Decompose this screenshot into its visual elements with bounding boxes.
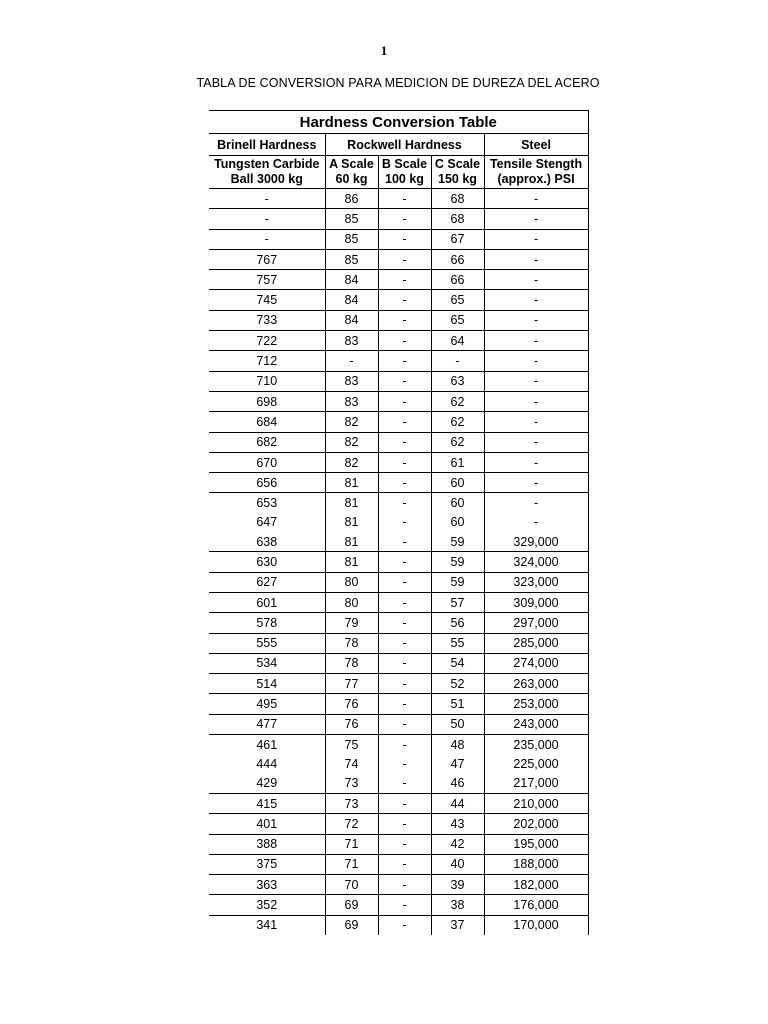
cell-c-scale: 62	[431, 412, 484, 432]
cell-c-scale: 54	[431, 653, 484, 673]
cell-a-scale: 71	[325, 854, 378, 874]
cell-b-scale: -	[378, 331, 431, 351]
table-row	[209, 473, 588, 493]
cell-tensile: 188,000	[484, 854, 588, 874]
cell-b-scale: -	[378, 875, 431, 895]
cell-a-scale: 73	[325, 774, 378, 794]
cell-tensile: 217,000	[484, 774, 588, 794]
table-row	[209, 452, 588, 472]
cell-tensile: 329,000	[484, 532, 588, 552]
cell-tensile: 285,000	[484, 633, 588, 653]
cell-tensile: -	[484, 473, 588, 493]
cell-a-scale: 82	[325, 452, 378, 472]
cell-a-scale: 70	[325, 875, 378, 895]
cell-brinell: 733	[209, 310, 325, 330]
cell-c-scale: 59	[431, 572, 484, 592]
cell-c-scale: 44	[431, 793, 484, 813]
cell-brinell: 670	[209, 452, 325, 472]
cell-c-scale: 46	[431, 774, 484, 794]
cell-c-scale: 65	[431, 310, 484, 330]
cell-brinell: 495	[209, 694, 325, 714]
cell-b-scale: -	[378, 674, 431, 694]
cell-a-scale: 69	[325, 895, 378, 915]
cell-c-scale: 52	[431, 674, 484, 694]
cell-brinell: 712	[209, 351, 325, 371]
cell-b-scale: -	[378, 552, 431, 572]
table-row	[209, 432, 588, 452]
cell-c-scale: 60	[431, 473, 484, 493]
cell-brinell: 555	[209, 633, 325, 653]
cell-brinell: 710	[209, 371, 325, 391]
cell-tensile: 170,000	[484, 915, 588, 935]
cell-brinell: 341	[209, 915, 325, 935]
cell-tensile: 176,000	[484, 895, 588, 915]
cell-c-scale: 65	[431, 290, 484, 310]
cell-c-scale: 51	[431, 694, 484, 714]
cell-a-scale: 81	[325, 493, 378, 513]
table-row	[209, 793, 588, 813]
cell-c-scale: 47	[431, 754, 484, 773]
table-row	[209, 513, 588, 532]
cell-a-scale: 83	[325, 391, 378, 411]
cell-brinell: 698	[209, 391, 325, 411]
cell-b-scale: -	[402, 515, 407, 530]
cell-c-scale: 60	[431, 513, 484, 532]
table-row	[209, 371, 588, 391]
column-header-b-scale	[378, 156, 431, 189]
cell-tensile: 243,000	[484, 714, 588, 734]
cell-brinell: 477	[209, 714, 325, 734]
cell-tensile: -	[484, 493, 588, 513]
cell-b-scale: -	[378, 432, 431, 452]
cell-tensile: 253,000	[484, 694, 588, 714]
cell-brinell: 630	[209, 552, 325, 572]
hardness-conversion-table	[209, 110, 589, 935]
cell-c-scale: 60	[431, 493, 484, 513]
cell-tensile: 235,000	[484, 735, 588, 755]
cell-brinell: 627	[209, 572, 325, 592]
cell-b-scale: -	[378, 572, 431, 592]
cell-a-scale: 71	[325, 834, 378, 854]
cell-c-scale: 59	[431, 532, 484, 552]
cell-brinell: 757	[209, 270, 325, 290]
cell-b-scale: -	[402, 918, 407, 933]
cell-tensile: 202,000	[484, 814, 588, 834]
cell-brinell: 767	[209, 249, 325, 269]
cell-c-scale: 48	[431, 735, 484, 755]
cell-c-scale: 68	[431, 209, 484, 229]
cell-tensile: -	[484, 371, 588, 391]
cell-brinell: 653	[209, 493, 325, 513]
table-row	[209, 854, 588, 874]
cell-b-scale: -	[378, 895, 431, 915]
cell-brinell: 684	[209, 412, 325, 432]
cell-brinell: 401	[209, 814, 325, 834]
cell-a-scale: 73	[325, 793, 378, 813]
table-row	[209, 209, 588, 229]
table-row	[209, 915, 588, 935]
cell-brinell: 638	[209, 532, 325, 552]
cell-a-scale: 83	[325, 371, 378, 391]
table-row	[209, 189, 588, 209]
cell-tensile: -	[484, 189, 588, 209]
cell-b-scale: -	[378, 249, 431, 269]
cell-brinell: 656	[209, 473, 325, 493]
cell-a-scale: 76	[325, 694, 378, 714]
cell-c-scale: 63	[431, 371, 484, 391]
column-header-b-scale-line2: 100 kg	[385, 172, 424, 186]
column-header-c-scale-line2: 150 kg	[438, 172, 477, 186]
cell-c-scale: 39	[431, 875, 484, 895]
cell-tensile: 274,000	[484, 653, 588, 673]
cell-c-scale: 68	[431, 189, 484, 209]
table-title: Hardness Conversion Table	[209, 111, 588, 134]
table-row	[209, 834, 588, 854]
table-row	[209, 774, 588, 794]
group-header-brinell: Brinell Hardness	[209, 134, 325, 156]
cell-a-scale: 85	[325, 209, 378, 229]
cell-c-scale: 67	[431, 229, 484, 249]
cell-a-scale: 78	[325, 653, 378, 673]
cell-brinell: 352	[209, 895, 325, 915]
cell-a-scale: 81	[325, 552, 378, 572]
cell-b-scale: -	[402, 737, 407, 752]
cell-a-scale: 84	[325, 290, 378, 310]
cell-b-scale: -	[378, 290, 431, 310]
column-header-brinell-line1: Tungsten Carbide	[214, 157, 320, 171]
cell-a-scale: 82	[325, 432, 378, 452]
cell-a-scale: 81	[325, 513, 378, 532]
table-row	[209, 592, 588, 612]
column-header-tensile-line2: (approx.) PSI	[497, 172, 575, 186]
cell-c-scale: 38	[431, 895, 484, 915]
table-row	[209, 714, 588, 734]
cell-tensile: -	[484, 513, 588, 532]
cell-tensile: 297,000	[484, 613, 588, 633]
cell-b-scale: -	[402, 496, 407, 511]
cell-brinell: 375	[209, 854, 325, 874]
cell-c-scale: 37	[431, 915, 484, 935]
cell-c-scale: 66	[431, 270, 484, 290]
cell-b-scale: -	[378, 793, 431, 813]
cell-a-scale: 81	[325, 532, 378, 552]
table-row	[209, 270, 588, 290]
cell-b-scale: -	[402, 756, 407, 771]
cell-brinell: -	[209, 209, 325, 229]
cell-brinell: 722	[209, 331, 325, 351]
cell-c-scale: 43	[431, 814, 484, 834]
cell-a-scale: 84	[325, 270, 378, 290]
cell-b-scale: -	[378, 653, 431, 673]
cell-brinell: 578	[209, 613, 325, 633]
cell-c-scale: 55	[431, 633, 484, 653]
cell-tensile: -	[484, 270, 588, 290]
column-header-b-scale-line1: B Scale	[381, 157, 428, 171]
cell-brinell: 745	[209, 290, 325, 310]
cell-tensile: 309,000	[484, 592, 588, 612]
cell-tensile: -	[484, 351, 588, 371]
cell-tensile: -	[484, 391, 588, 411]
cell-tensile: 225,000	[484, 754, 588, 773]
column-header-a-scale-line2: 60 kg	[335, 172, 368, 186]
cell-tensile: -	[484, 331, 588, 351]
table-row	[209, 895, 588, 915]
table-row	[209, 552, 588, 572]
cell-tensile: -	[484, 229, 588, 249]
cell-brinell: 388	[209, 834, 325, 854]
cell-b-scale: -	[378, 532, 431, 552]
cell-brinell: 534	[209, 653, 325, 673]
cell-a-scale: 80	[325, 572, 378, 592]
cell-c-scale: 62	[431, 432, 484, 452]
cell-c-scale: -	[431, 351, 484, 371]
cell-b-scale: -	[378, 270, 431, 290]
cell-c-scale: 64	[431, 331, 484, 351]
cell-b-scale: -	[378, 694, 431, 714]
table-row	[209, 310, 588, 330]
cell-tensile: -	[484, 249, 588, 269]
cell-a-scale: 72	[325, 814, 378, 834]
cell-c-scale: 56	[431, 613, 484, 633]
table-row	[209, 653, 588, 673]
cell-tensile: 324,000	[484, 552, 588, 572]
cell-brinell: 647	[209, 513, 325, 532]
cell-b-scale: -	[378, 633, 431, 653]
cell-b-scale: -	[378, 391, 431, 411]
table-row	[209, 290, 588, 310]
table-row	[209, 875, 588, 895]
cell-b-scale: -	[378, 834, 431, 854]
cell-b-scale: -	[378, 189, 431, 209]
cell-tensile: 182,000	[484, 875, 588, 895]
cell-tensile: -	[484, 290, 588, 310]
cell-a-scale: -	[325, 351, 378, 371]
table-row	[209, 735, 588, 755]
cell-a-scale: 77	[325, 674, 378, 694]
cell-tensile: 323,000	[484, 572, 588, 592]
cell-b-scale: -	[378, 371, 431, 391]
cell-b-scale: -	[378, 351, 431, 371]
table-row	[209, 351, 588, 371]
table-row	[209, 694, 588, 714]
cell-b-scale: -	[378, 310, 431, 330]
cell-a-scale: 85	[325, 229, 378, 249]
cell-brinell: 444	[209, 754, 325, 773]
cell-b-scale: -	[378, 854, 431, 874]
column-header-tensile-line1: Tensile Stength	[489, 157, 583, 171]
column-header-a-scale	[325, 156, 378, 189]
table-row	[209, 412, 588, 432]
cell-a-scale: 78	[325, 633, 378, 653]
cell-c-scale: 62	[431, 391, 484, 411]
cell-b-scale: -	[378, 613, 431, 633]
cell-a-scale: 79	[325, 613, 378, 633]
cell-b-scale: -	[378, 229, 431, 249]
column-header-c-scale-line1: C Scale	[434, 157, 481, 171]
table-row	[209, 331, 588, 351]
table-body	[209, 189, 588, 935]
cell-tensile: 263,000	[484, 674, 588, 694]
cell-a-scale: 82	[325, 412, 378, 432]
table-row	[209, 613, 588, 633]
cell-brinell: 514	[209, 674, 325, 694]
column-header-c-scale	[431, 156, 484, 189]
cell-b-scale: -	[378, 452, 431, 472]
cell-brinell: 682	[209, 432, 325, 452]
cell-a-scale: 86	[325, 189, 378, 209]
cell-a-scale: 81	[325, 473, 378, 493]
cell-a-scale: 74	[325, 754, 378, 773]
cell-brinell: 601	[209, 592, 325, 612]
table-row	[209, 493, 588, 513]
cell-a-scale: 85	[325, 249, 378, 269]
document-title: TABLA DE CONVERSION PARA MEDICION DE DUREZA DEL ACERO	[196, 76, 600, 90]
cell-a-scale: 80	[325, 592, 378, 612]
cell-brinell: 415	[209, 793, 325, 813]
cell-c-scale: 57	[431, 592, 484, 612]
column-header-brinell-line2: Ball 3000 kg	[230, 172, 303, 186]
cell-tensile: -	[484, 412, 588, 432]
cell-c-scale: 61	[431, 452, 484, 472]
cell-b-scale: -	[378, 774, 431, 794]
table-row	[209, 814, 588, 834]
cell-c-scale: 50	[431, 714, 484, 734]
table-row	[209, 532, 588, 552]
cell-b-scale: -	[378, 714, 431, 734]
cell-brinell: 461	[209, 735, 325, 755]
group-header-rockwell: Rockwell Hardness	[325, 134, 484, 156]
cell-c-scale: 40	[431, 854, 484, 874]
column-header-tensile	[484, 156, 588, 189]
group-header-steel: Steel	[484, 134, 588, 156]
column-header-brinell	[209, 156, 325, 189]
table-row	[209, 391, 588, 411]
cell-c-scale: 42	[431, 834, 484, 854]
cell-tensile: -	[484, 310, 588, 330]
cell-a-scale: 69	[325, 915, 378, 935]
cell-tensile: 210,000	[484, 793, 588, 813]
cell-brinell: 363	[209, 875, 325, 895]
cell-tensile: -	[484, 452, 588, 472]
page-number: 1	[380, 43, 388, 58]
table-row	[209, 754, 588, 773]
cell-brinell: -	[209, 229, 325, 249]
column-header-a-scale-line1: A Scale	[329, 157, 374, 171]
cell-c-scale: 59	[431, 552, 484, 572]
cell-a-scale: 75	[325, 735, 378, 755]
cell-tensile: 195,000	[484, 834, 588, 854]
cell-b-scale: -	[378, 473, 431, 493]
table-row	[209, 229, 588, 249]
table-row	[209, 633, 588, 653]
cell-tensile: -	[484, 432, 588, 452]
cell-a-scale: 83	[325, 331, 378, 351]
cell-a-scale: 84	[325, 310, 378, 330]
cell-brinell: 429	[209, 774, 325, 794]
cell-brinell: -	[209, 189, 325, 209]
cell-a-scale: 76	[325, 714, 378, 734]
cell-tensile: -	[484, 209, 588, 229]
cell-b-scale: -	[378, 814, 431, 834]
table-row	[209, 674, 588, 694]
cell-b-scale: -	[378, 209, 431, 229]
table-row	[209, 249, 588, 269]
cell-b-scale: -	[378, 412, 431, 432]
cell-c-scale: 66	[431, 249, 484, 269]
table-row	[209, 572, 588, 592]
cell-b-scale: -	[378, 592, 431, 612]
